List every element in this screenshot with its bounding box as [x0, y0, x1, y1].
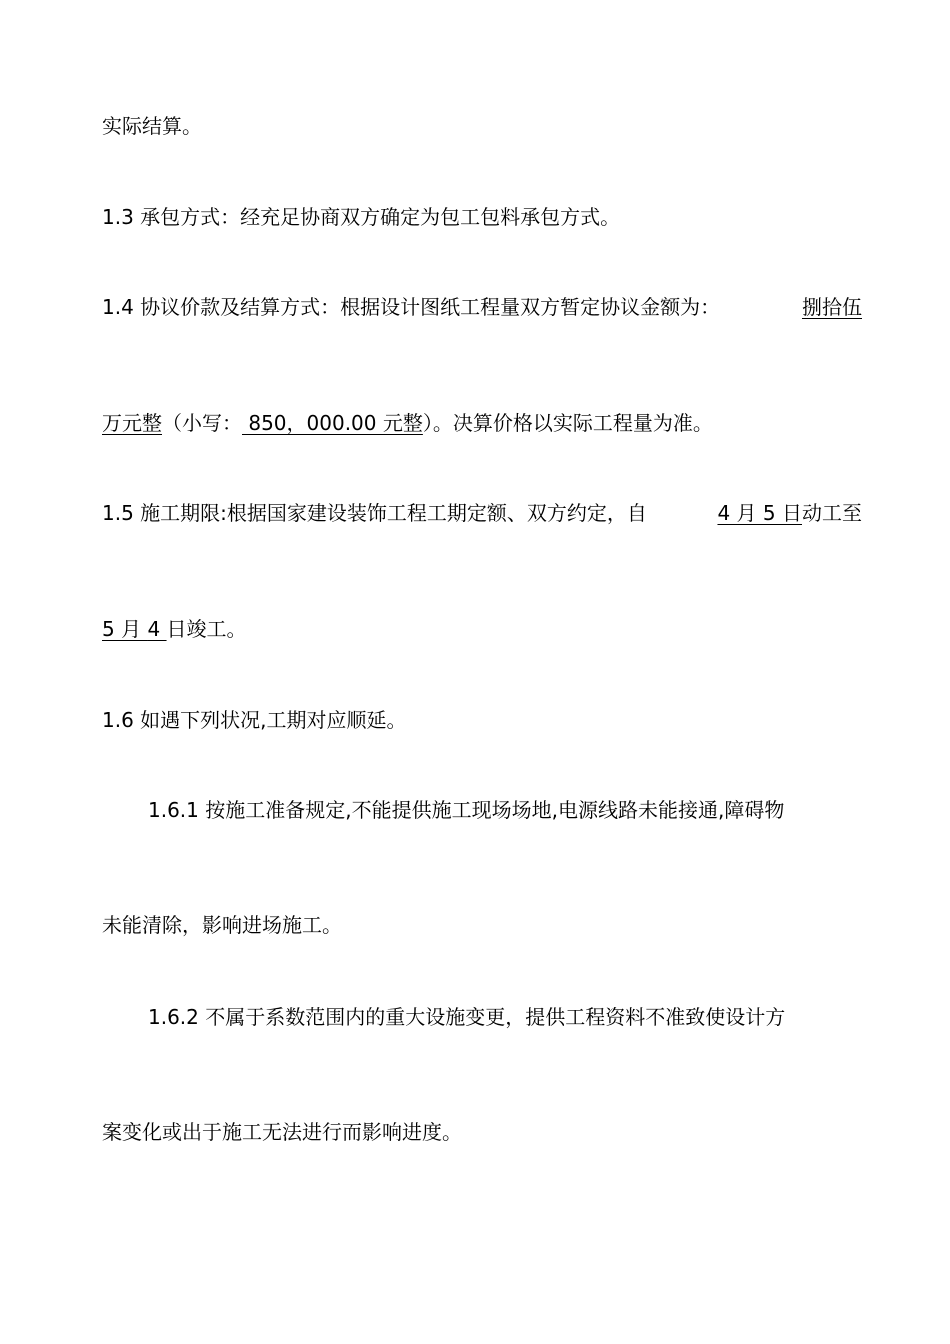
clause-1-6 — [102, 706, 862, 734]
text-site-conditions: 1.6.1 按施工准备规定,不能提供施工现场场地,电源线路未能接通,障碍物 — [148, 798, 785, 822]
clause-1-5-continued — [102, 615, 862, 643]
text-schedule-clause: 1.5 施工期限:根据国家建设装饰工程工期定额、双方约定，自 — [102, 501, 647, 525]
text-progress-impact: 案变化或出于施工无法进行而影响进度。 — [102, 1120, 462, 1144]
clause-1-4 — [102, 293, 862, 321]
text-start-work: 动工至 — [802, 501, 862, 525]
text-obstacles: 未能清除，影响进场施工。 — [102, 913, 342, 937]
clause-1-4-continued — [102, 409, 862, 437]
text-delay-clause: 1.6 如遇下列状况,工期对应顺延。 — [102, 708, 407, 732]
clause-1-6-2 — [148, 1003, 862, 1031]
amount-figure: 850，000.00 元整 — [242, 411, 423, 435]
clause-1-6-1-continued — [102, 911, 862, 939]
text-contract-method: 1.3 承包方式：经充足协商双方确定为包工包料承包方式。 — [102, 205, 621, 229]
clause-1-5 — [102, 499, 862, 527]
start-date: 4 月 5 日 — [717, 501, 802, 525]
amount-words-part-2: 万元整 — [102, 411, 162, 435]
end-month: 5 月 — [102, 617, 148, 641]
clause-1-6-1 — [148, 796, 862, 824]
text-settlement-basis: ）。决算价格以实际工程量为准。 — [422, 411, 713, 435]
paragraph-line-1 — [102, 112, 862, 140]
text-design-change: 1.6.2 不属于系数范围内的重大设施变更，提供工程资料不准致使设计方 — [148, 1005, 786, 1029]
text-price-clause: 1.4 协议价款及结算方式：根据设计图纸工程量双方暂定协议金额为： — [102, 295, 721, 319]
clause-1-3 — [102, 203, 862, 231]
clause-1-6-2-continued — [102, 1118, 862, 1146]
end-day: 4 — [147, 617, 167, 641]
amount-words-part-1: 捌拾伍 — [802, 295, 862, 319]
text-paren-open: （小写： — [162, 411, 242, 435]
text-completion: 日竣工。 — [166, 617, 247, 641]
text-settlement: 实际结算。 — [102, 114, 202, 138]
